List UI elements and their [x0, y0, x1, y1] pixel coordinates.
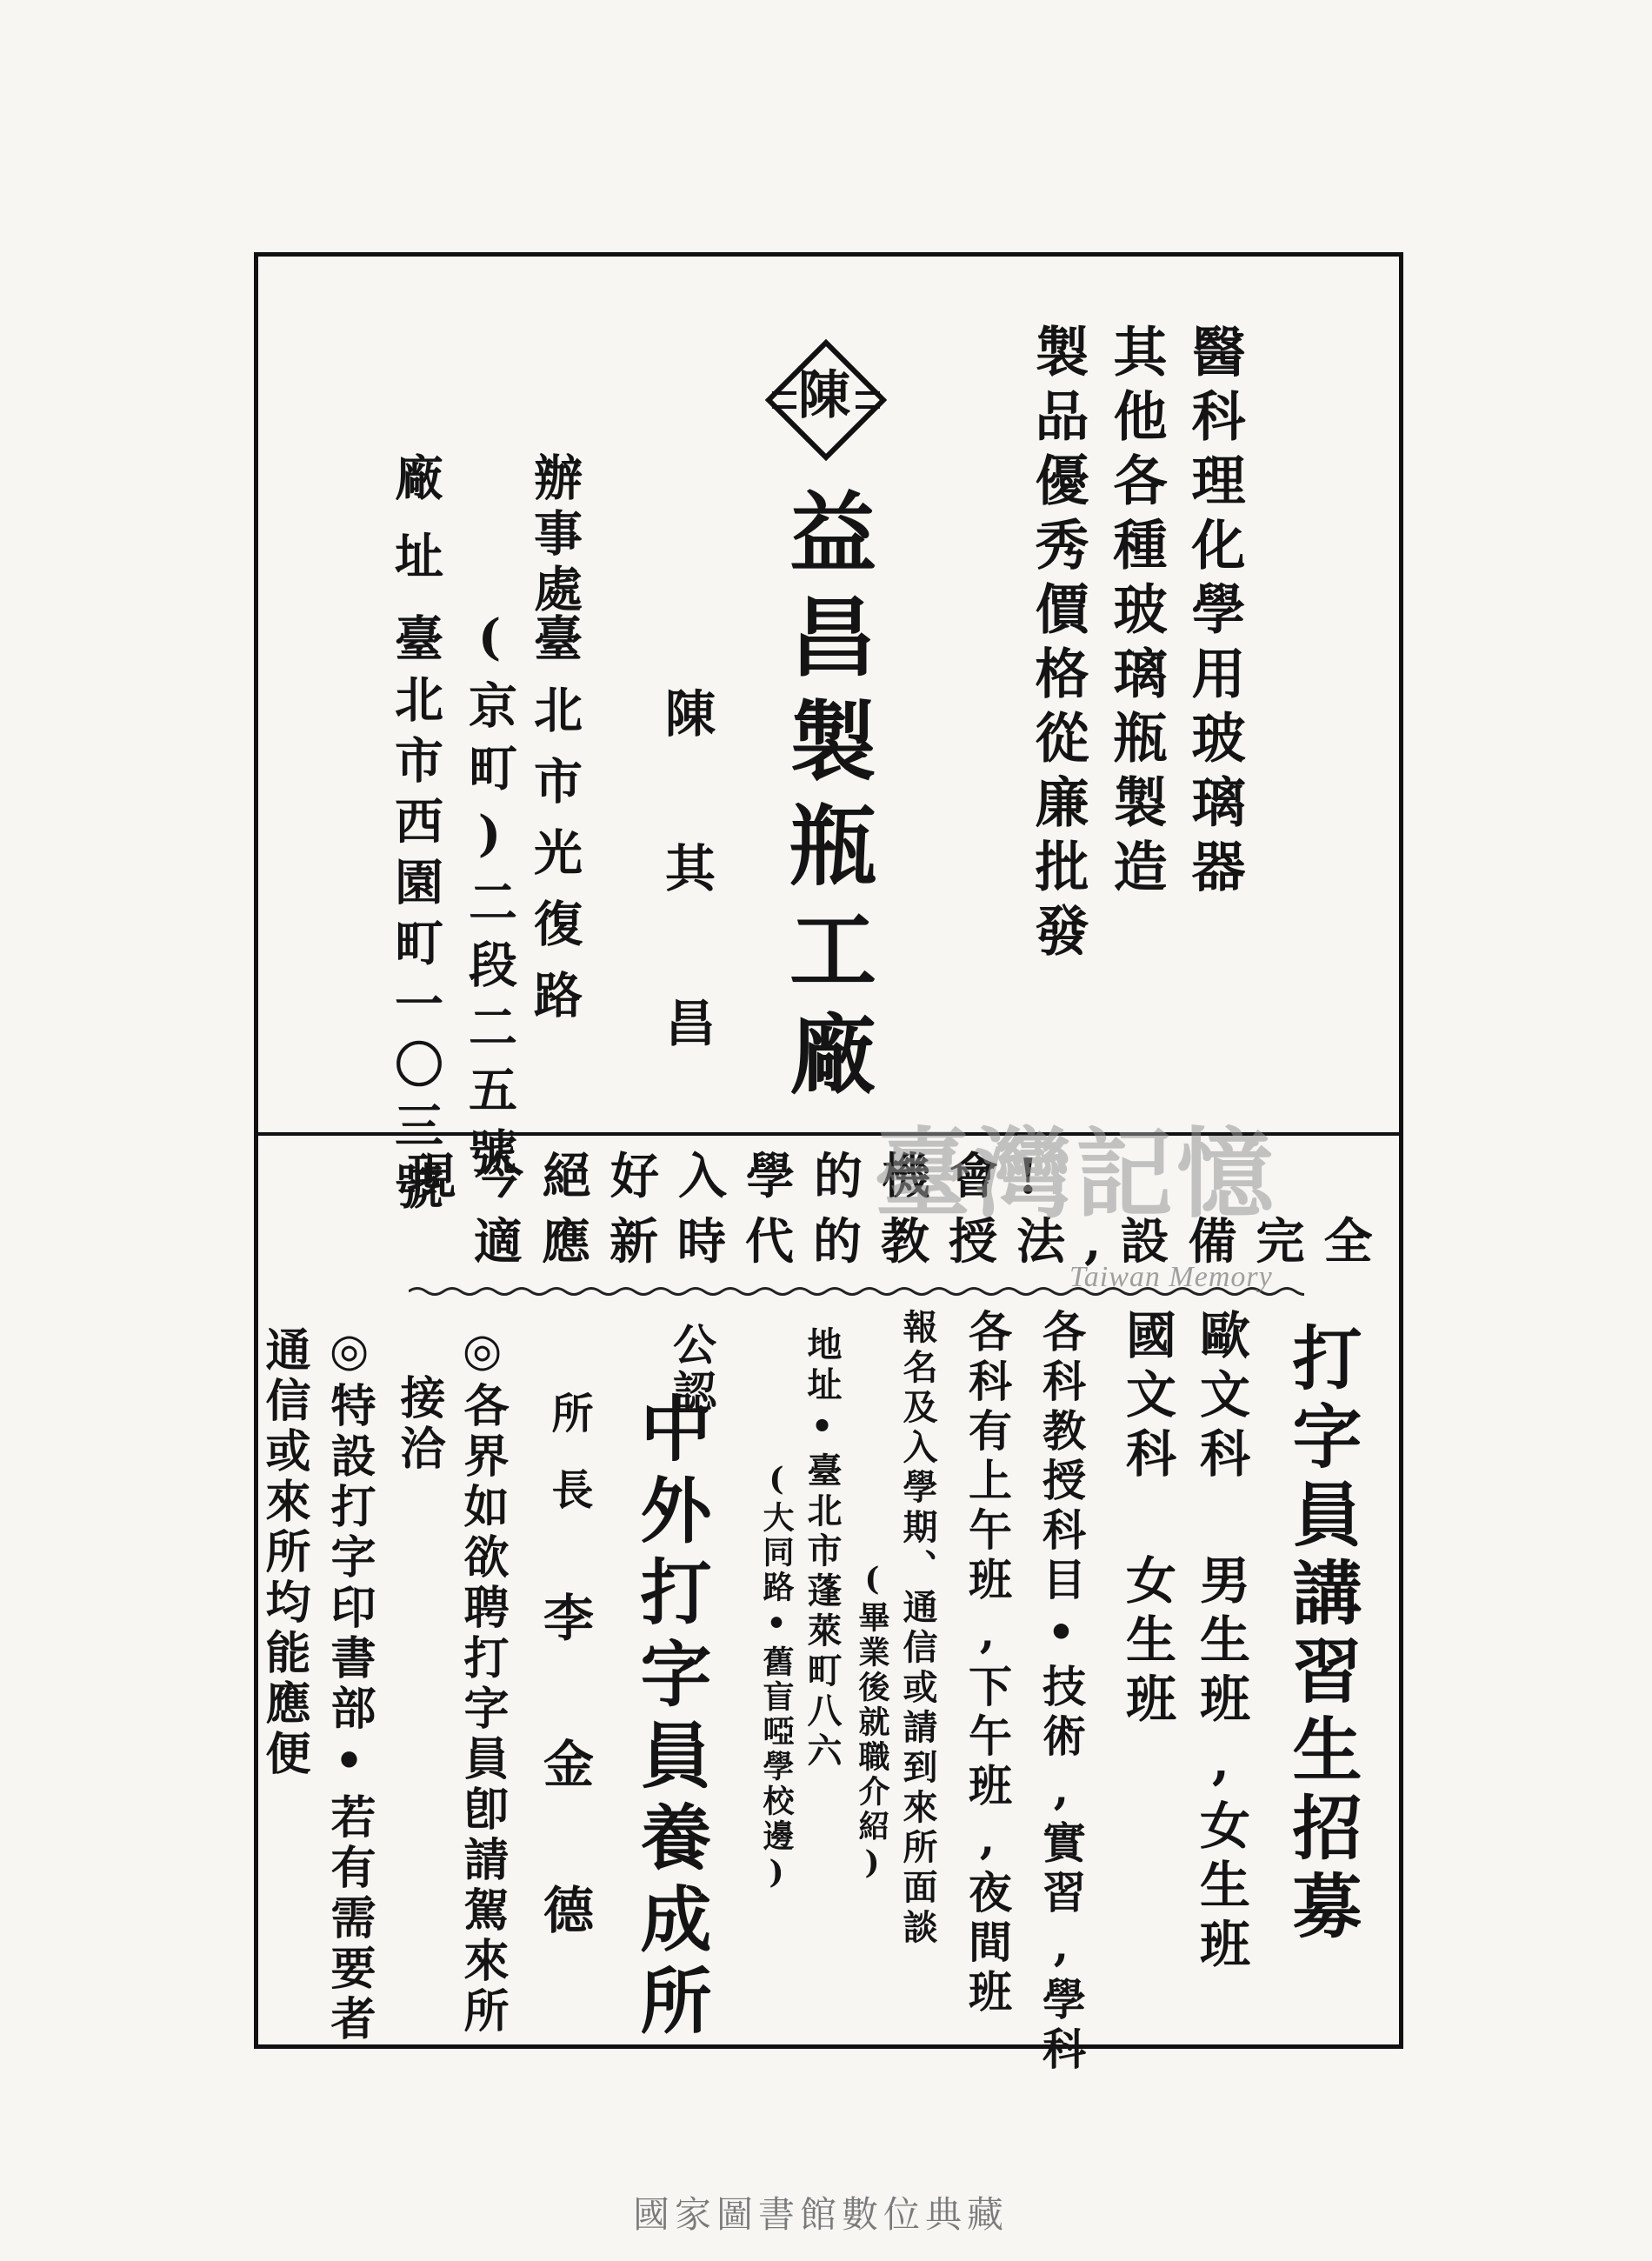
product-line-2: 其他各種玻璃瓶製造 — [1104, 323, 1168, 903]
notice-hiring-cont: 接洽 — [392, 1374, 445, 1475]
notice-printing: ◎特設打字印書部•若有需要者 — [323, 1324, 376, 2045]
headline-1: 現今絕好入學的機會! — [407, 1148, 1058, 1205]
notice-hiring: ◎各界如欲聘打字員卽請駕來所 — [456, 1324, 509, 2038]
notice-printing-cont: 通信或來所均能應便 — [257, 1326, 310, 1780]
detail-enrollment: 報名及入學期、通信或請到來所面談 — [897, 1309, 938, 1949]
course-european: 歐文科 男生班,女生班 — [1191, 1309, 1250, 1977]
logo-character: 陳 — [798, 365, 850, 426]
watermark-chinese: 臺灣記憶 — [874, 1117, 1277, 1231]
school-address-note: (大同路•舊盲啞學校邊) — [758, 1461, 795, 1894]
school-address: 地址•臺北市蓬萊町八六 — [802, 1326, 843, 1772]
owner-name: 陳其昌 — [656, 687, 716, 1151]
factory-name: 益昌製瓶工廠 — [775, 487, 877, 1113]
factory-address: 臺北市西園町一〇三號 — [387, 613, 444, 1222]
office-label: 辦事處 — [526, 452, 583, 619]
office-address-line-2: (京町)二段二五號 — [461, 609, 518, 1190]
course-chinese: 國文科 女生班 — [1117, 1309, 1176, 1731]
watermark-english: Taiwan Memory — [1069, 1261, 1273, 1293]
approved-label: 公認 — [666, 1322, 717, 1416]
factory-address-label: 廠址 — [387, 452, 444, 609]
headline-2: 適應新時代的教授法,設備完全 — [474, 1213, 1392, 1271]
product-line-1: 醫科理化學用玻璃器 — [1182, 323, 1246, 903]
detail-classes: 各科有上午班,下午班,夜間班 — [962, 1309, 1013, 2018]
director-label: 所長 — [544, 1391, 593, 1544]
detail-subjects: 各科教授科目•技術,實習,學科 — [1036, 1309, 1087, 2076]
school-name: 中外打字員養成所 — [629, 1391, 712, 2045]
detail-job-note: (畢業後就職介紹) — [854, 1561, 890, 1884]
office-address-line-1: 臺北市光復路 — [526, 613, 583, 1041]
product-line-3: 製品優秀價格從廉批發 — [1026, 323, 1089, 967]
recruit-title: 打字員講習生招募 — [1281, 1322, 1362, 1948]
director-name: 李金德 — [535, 1591, 594, 2030]
footer-credit: 國家圖書館數位典藏 — [633, 2193, 1009, 2236]
